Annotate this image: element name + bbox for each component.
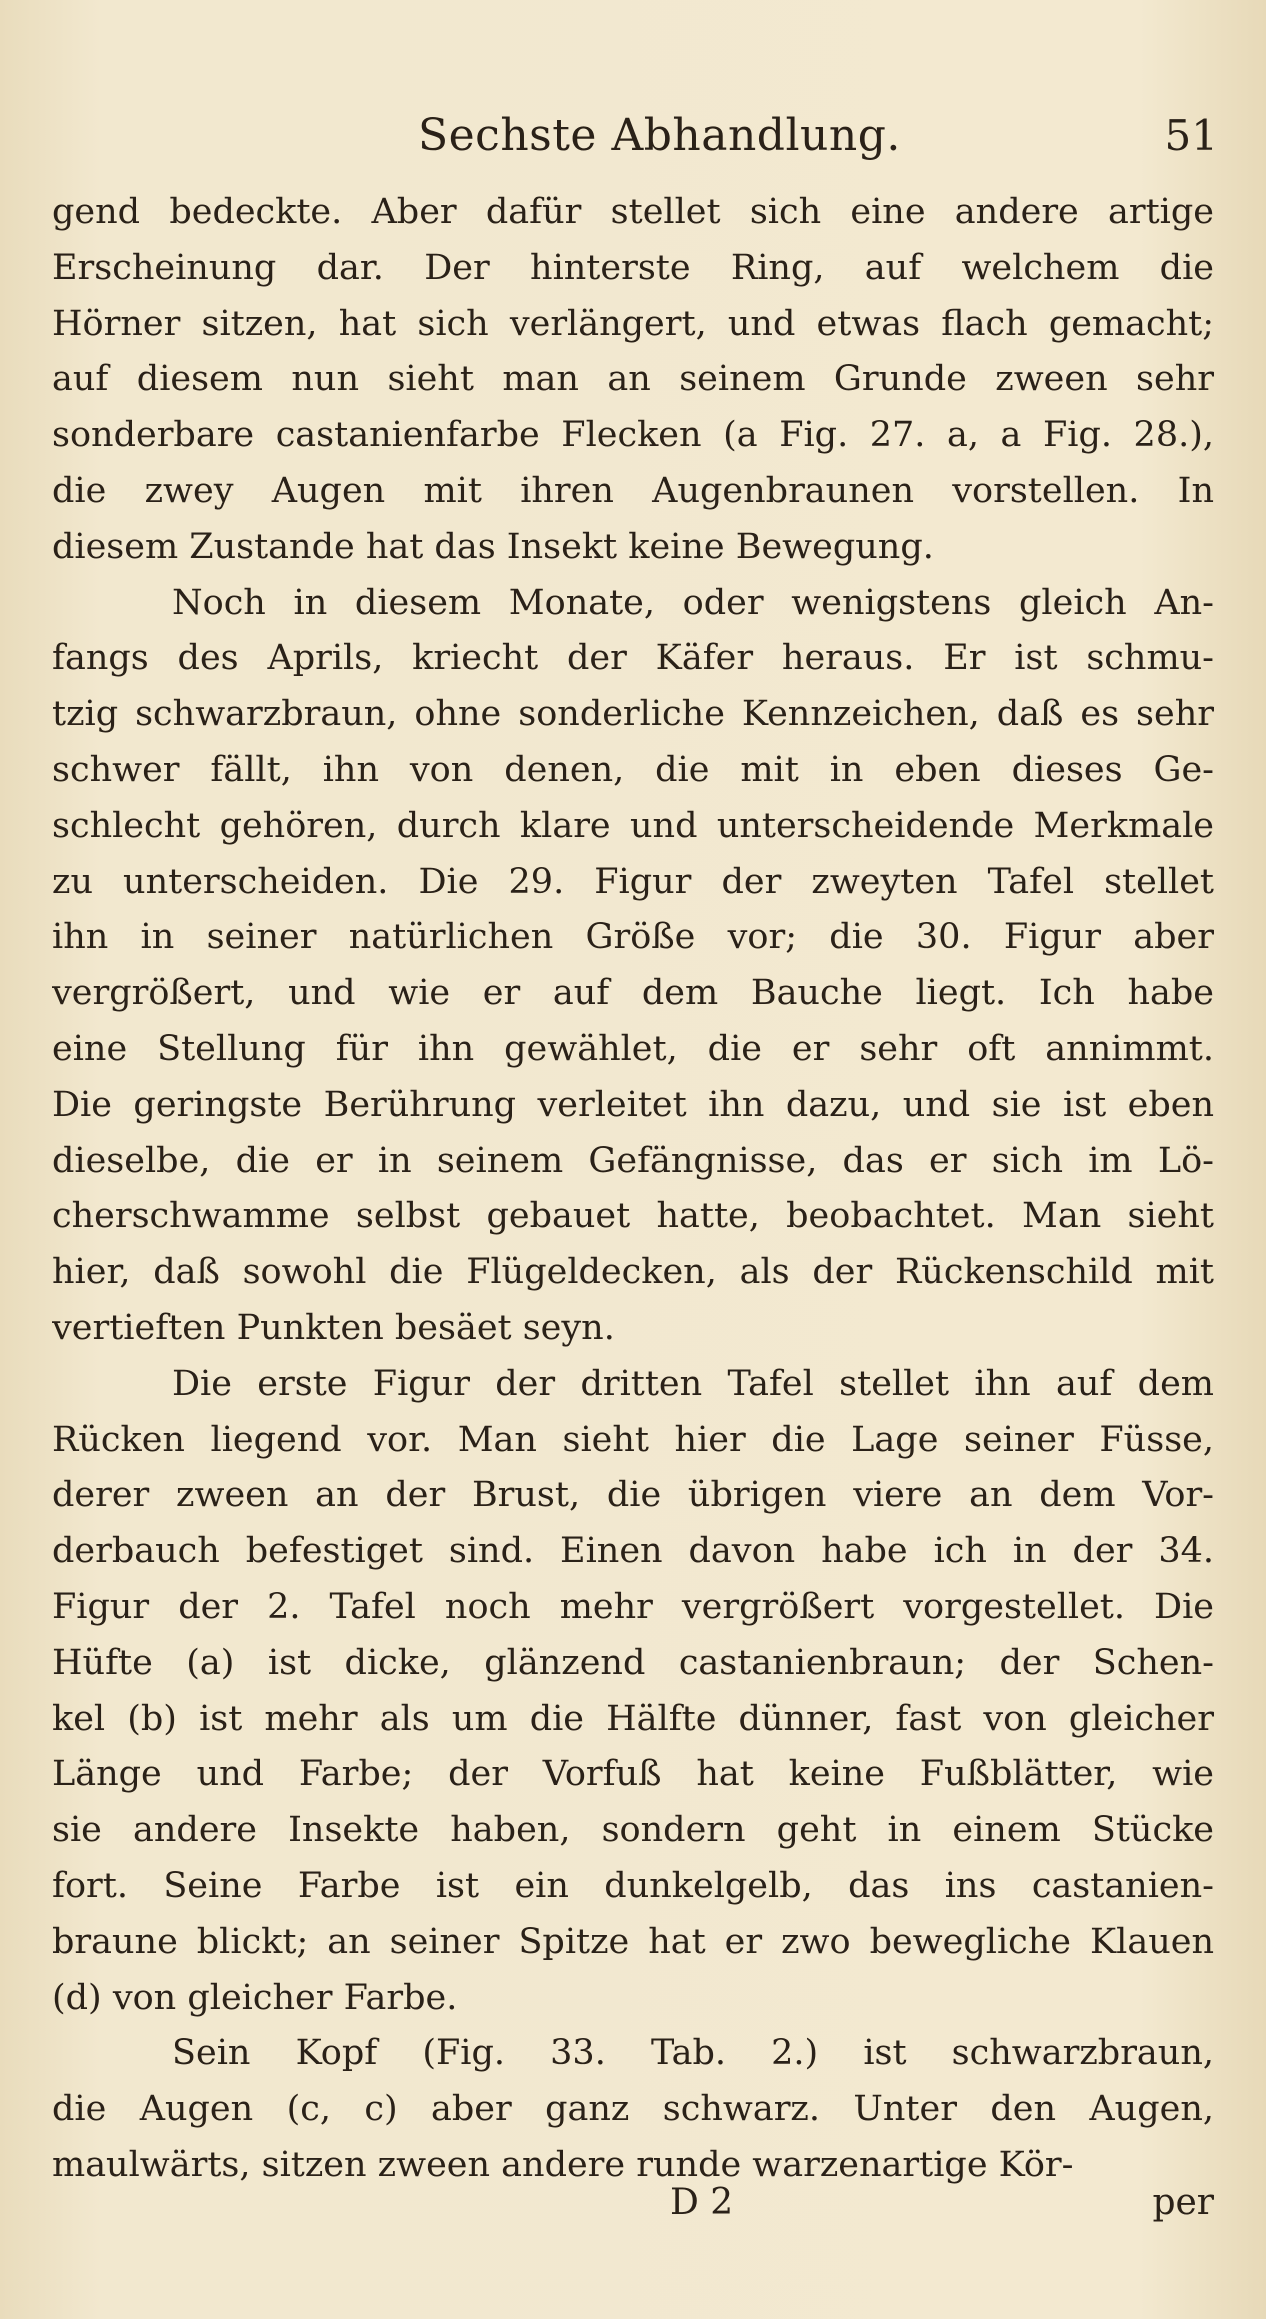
paragraph: [52, 2026, 1214, 2193]
text-line: derer zween an der Brust, die übrigen viere an dem Vor-: [52, 1475, 1214, 1516]
text-line: Erscheinung dar. Der hinterste Ring, auf welchem die: [52, 247, 1214, 288]
text-line: Sein Kopf (Fig. 33. Tab. 2.) ist schwarzbraun,: [172, 2033, 1214, 2074]
text-line: fangs des Aprils, kriecht der Käfer heraus. Er ist schmu-: [52, 638, 1214, 679]
page-number: 51: [1164, 110, 1218, 160]
running-title: Sechste Abhandlung.: [418, 109, 901, 161]
text-line: diesem Zustande hat das Insekt keine Bewegung.: [52, 526, 934, 567]
text-line: vertieften Punkten besäet seyn.: [52, 1307, 615, 1348]
text-line: Länge und Farbe; der Vorfuß hat keine Fußblätter, wie: [52, 1754, 1214, 1795]
text-line: sie andere Insekte haben, sondern geht in einem Stücke: [52, 1810, 1214, 1851]
text-line: Die geringste Berührung verleitet ihn dazu, und sie ist eben: [52, 1084, 1214, 1125]
text-line: auf diesem nun sieht man an seinem Grunde zween sehr: [52, 359, 1214, 400]
text-line: Die erste Figur der dritten Tafel stellet ihn auf dem: [172, 1363, 1214, 1404]
paragraph: [52, 185, 1214, 576]
page-footer: [52, 2174, 1214, 2230]
text-line: schwer fällt, ihn von denen, die mit in eben dieses Ge-: [52, 749, 1214, 790]
printer-signature: D 2: [670, 2181, 734, 2223]
text-line: kel (b) ist mehr als um die Hälfte dünner, fast von gleicher: [52, 1698, 1214, 1739]
catchword: per: [1152, 2181, 1214, 2223]
text-line: Figur der 2. Tafel noch mehr vergrößert vorgestellet. Die: [52, 1586, 1214, 1627]
body-text: [52, 185, 1214, 2194]
text-line: cherschwamme selbst gebauet hatte, beobachtet. Man sieht: [52, 1196, 1214, 1237]
text-line: schlecht gehören, durch klare und unterscheidende Merkmale: [52, 805, 1214, 846]
text-line: braune blickt; an seiner Spitze hat er zwo bewegliche Klauen: [52, 1921, 1214, 1962]
text-line: eine Stellung für ihn gewählet, die er sehr oft annimmt.: [52, 1028, 1214, 1069]
paragraph: [52, 1357, 1214, 2027]
text-line: maulwärts, sitzen zween andere runde warzenartige Kör-: [52, 2144, 1074, 2185]
page-header: [400, 100, 1218, 170]
text-line: vergrößert, und wie er auf dem Bauche liegt. Ich habe: [52, 973, 1214, 1014]
text-line: die zwey Augen mit ihren Augenbraunen vorstellen. In: [52, 470, 1214, 511]
text-line: zu unterscheiden. Die 29. Figur der zweyten Tafel stellet: [52, 861, 1214, 902]
text-line: Noch in diesem Monate, oder wenigstens gleich An-: [172, 582, 1214, 623]
text-line: fort. Seine Farbe ist ein dunkelgelb, das ins castanien-: [52, 1865, 1214, 1906]
text-line: derbauch befestiget sind. Einen davon habe ich in der 34.: [52, 1531, 1214, 1572]
paragraph: [52, 576, 1214, 1357]
text-line: die Augen (c, c) aber ganz schwarz. Unter den Augen,: [52, 2089, 1214, 2130]
text-line: dieselbe, die er in seinem Gefängnisse, das er sich im Lö-: [52, 1140, 1214, 1181]
text-line: sonderbare castanienfarbe Flecken (a Fig. 27. a, a Fig. 28.),: [52, 415, 1214, 456]
text-line: ihn in seiner natürlichen Größe vor; die 30. Figur aber: [52, 917, 1214, 958]
text-line: tzig schwarzbraun, ohne sonderliche Kennzeichen, daß es sehr: [52, 694, 1214, 735]
text-line: hier, daß sowohl die Flügeldecken, als der Rückenschild mit: [52, 1252, 1214, 1293]
text-line: Hörner sitzen, hat sich verlängert, und etwas flach gemacht;: [52, 303, 1214, 344]
text-line: Rücken liegend vor. Man sieht hier die Lage seiner Füsse,: [52, 1419, 1214, 1460]
text-line: (d) von gleicher Farbe.: [52, 1977, 458, 2018]
text-line: Hüfte (a) ist dicke, glänzend castanienbraun; der Schen-: [52, 1642, 1214, 1683]
text-line: gend bedeckte. Aber dafür stellet sich eine andere artige: [52, 192, 1214, 232]
